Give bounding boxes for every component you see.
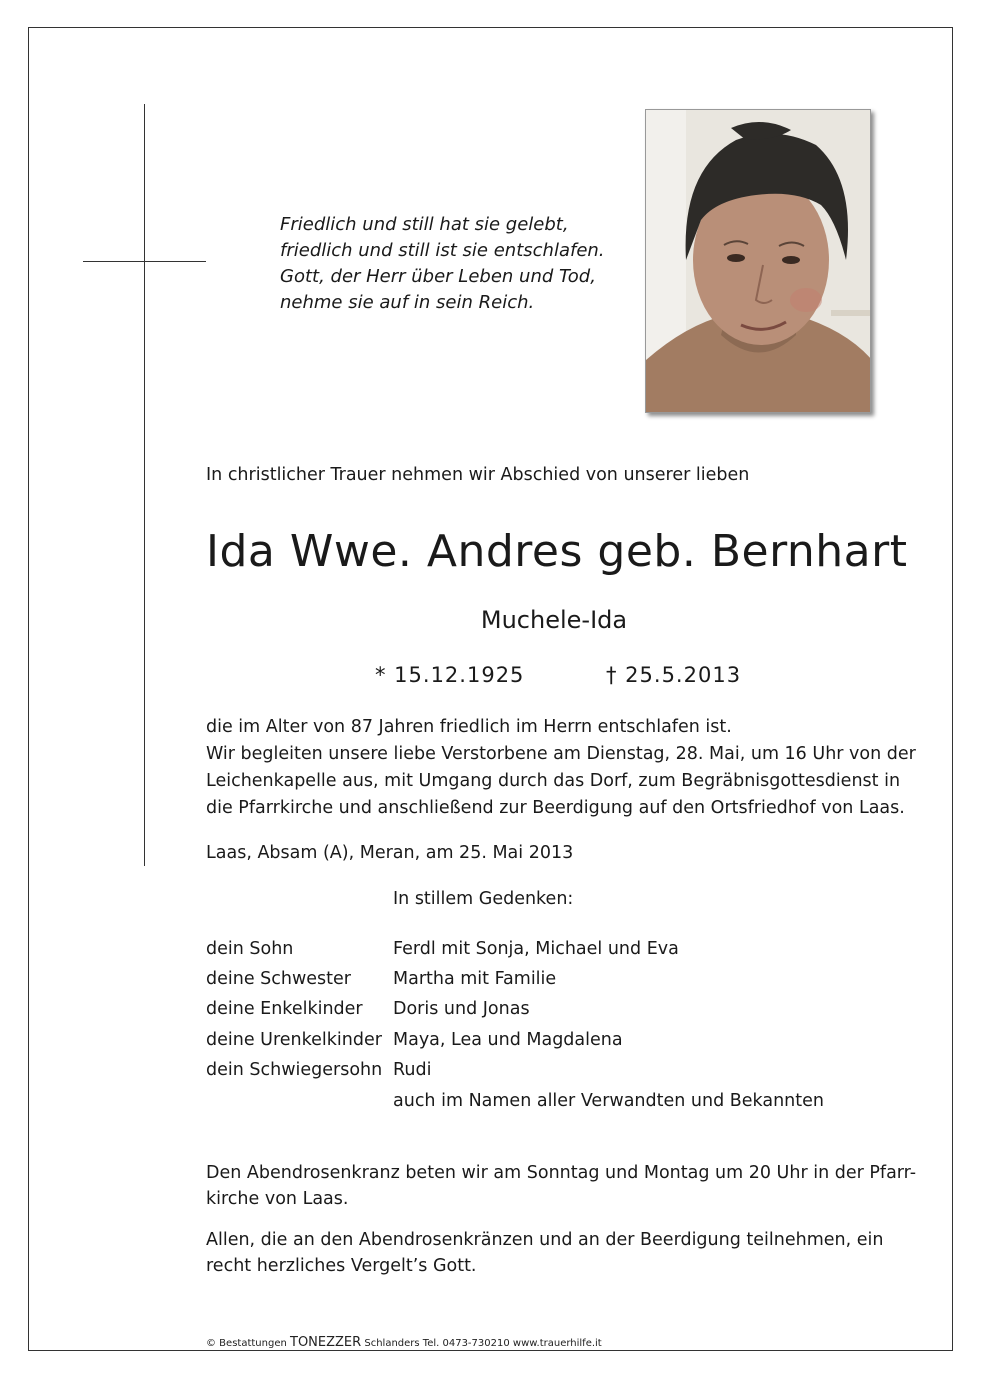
mourner-relation: deine Enkelkinder (206, 999, 363, 1019)
mourner-relation: deine Schwester (206, 969, 351, 989)
intro-text: In christlicher Trauer nehmen wir Abschied von unserer lieben (206, 465, 750, 485)
mourner-relation: deine Urenkelkinder (206, 1030, 382, 1050)
cross-icon-vertical (144, 104, 145, 866)
rosary-line: kirche von Laas. (206, 1189, 349, 1209)
mourners-heading: In stillem Gedenken: (393, 889, 574, 909)
verse-line: Friedlich und still hat sie gelebt, (280, 214, 569, 235)
verse-line: nehme sie auf in sein Reich. (280, 292, 535, 313)
footer (206, 1335, 602, 1350)
mourners-closing: auch im Namen aller Verwandten und Bekannten (393, 1091, 824, 1111)
body-line: die Pfarrkirche und anschließend zur Beerdigung auf den Ortsfriedhof von Laas. (206, 798, 905, 818)
verse-line: friedlich und still ist sie entschlafen. (280, 240, 605, 261)
rosary-line: Den Abendrosenkranz beten wir am Sonntag und Montag um 20 Uhr in der Pfarr- (206, 1163, 917, 1183)
mourner-names: Maya, Lea und Magdalena (393, 1030, 623, 1050)
death-date: † 25.5.2013 (606, 663, 742, 687)
body-line: Leichenkapelle aus, mit Umgang durch das Dorf, zum Begräbnisgottesdienst in (206, 771, 901, 791)
portrait-icon (646, 110, 871, 413)
mourner-names: Ferdl mit Sonja, Michael und Eva (393, 939, 679, 959)
portrait-photo (645, 109, 871, 413)
footer-contact: Schlanders Tel. 0473-730210 www.trauerhilfe.it (364, 1338, 602, 1349)
body-line: Wir begleiten unsere liebe Verstorbene am Dienstag, 28. Mai, um 16 Uhr von der (206, 744, 916, 764)
verse-line: Gott, der Herr über Leben und Tod, (280, 266, 596, 287)
deceased-nickname: Muchele-Ida (480, 606, 628, 634)
mourner-relation: dein Schwiegersohn (206, 1060, 383, 1080)
mourner-names: Martha mit Familie (393, 969, 557, 989)
thanks-line: recht herzliches Vergelt’s Gott. (206, 1256, 477, 1276)
thanks-line: Allen, die an den Abendrosenkränzen und an der Beerdigung teilnehmen, ein (206, 1230, 884, 1250)
mourner-names: Doris und Jonas (393, 999, 530, 1019)
footer-prefix: © Bestattungen (206, 1338, 287, 1349)
cross-icon-horizontal (83, 261, 206, 262)
mourner-relation: dein Sohn (206, 939, 294, 959)
deceased-name: Ida Wwe. Andres geb. Bernhart (206, 526, 908, 577)
birth-date: * 15.12.1925 (375, 663, 525, 687)
footer-brand: TONEZZER (290, 1335, 362, 1350)
mourner-names: Rudi (393, 1060, 432, 1080)
memorial-verse (280, 212, 605, 316)
body-line: die im Alter von 87 Jahren friedlich im Herrn entschlafen ist. (206, 717, 732, 737)
place-date: Laas, Absam (A), Meran, am 25. Mai 2013 (206, 843, 574, 863)
